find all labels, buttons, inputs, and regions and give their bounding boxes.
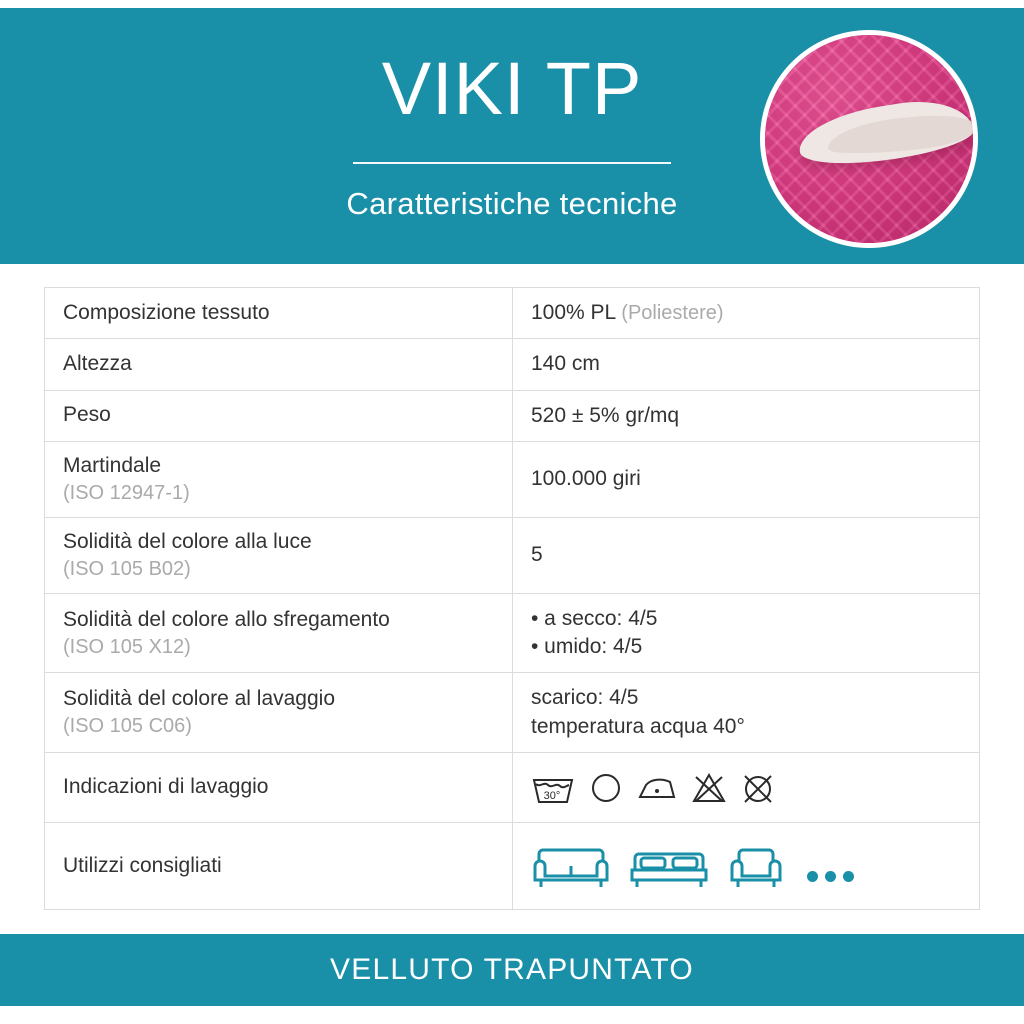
table-row-washing: [45, 753, 979, 823]
header-divider: [353, 162, 671, 164]
row-label: [45, 823, 513, 909]
no-bleach-icon: [692, 772, 726, 804]
row-label: [45, 391, 513, 441]
row-value: [513, 823, 979, 909]
wash-30-icon: [531, 771, 575, 805]
label-text: Solidità del colore allo sfregamento: [63, 607, 390, 631]
value-main: 520 ± 5% gr/mq: [531, 403, 680, 427]
row-value: [513, 673, 979, 752]
value-main: 140 cm: [531, 352, 600, 376]
washing-symbols: [531, 771, 961, 805]
table-row: [45, 391, 979, 442]
header-subtitle: Caratteristiche tecniche: [346, 186, 678, 221]
label-text: Composizione tessuto: [63, 300, 270, 324]
footer-text: VELLUTO TRAPUNTATO: [330, 953, 694, 986]
value-note: (Poliestere): [621, 302, 724, 324]
row-label: [45, 673, 513, 752]
label-text: Indicazioni di lavaggio: [63, 775, 269, 799]
svg-text:30°: 30°: [543, 789, 561, 802]
armchair-icon: [727, 840, 785, 892]
usage-icons: [531, 840, 961, 892]
row-value: [513, 391, 979, 441]
footer-banner: [0, 934, 1024, 1006]
table-row: [45, 518, 979, 594]
dot: [843, 871, 854, 882]
value-line2: • umido: 4/5: [531, 635, 643, 659]
table-row: [45, 442, 979, 518]
row-value: [513, 518, 979, 593]
dot: [825, 871, 836, 882]
label-text: Altezza: [63, 352, 132, 376]
value-text: [531, 299, 961, 327]
dot: [807, 871, 818, 882]
row-label: [45, 753, 513, 822]
label-standard: (ISO 105 B02): [63, 557, 191, 580]
spec-table: [44, 287, 980, 910]
row-label: [45, 442, 513, 517]
label-standard: (ISO 105 C06): [63, 715, 192, 738]
sofa-icon: [531, 840, 611, 892]
label-text: Solidità del colore al lavaggio: [63, 687, 336, 711]
table-row: [45, 339, 979, 390]
iron-low-icon: [637, 773, 677, 803]
value-main: 100% PL: [531, 301, 616, 324]
row-value: [513, 753, 979, 822]
table-row: [45, 288, 979, 339]
table-row: [45, 673, 979, 753]
row-label: [45, 288, 513, 338]
row-label: [45, 339, 513, 389]
value-line2: temperatura acqua 40°: [531, 714, 745, 738]
more-dots-icon: [807, 871, 854, 882]
label-standard: (ISO 105 X12): [63, 635, 191, 658]
value-main: 5: [531, 543, 543, 567]
header-banner: [0, 8, 1024, 264]
row-value: [513, 594, 979, 673]
label-text: Peso: [63, 403, 111, 427]
bed-icon: [629, 840, 709, 892]
label-text: Martindale: [63, 454, 162, 478]
row-value: [513, 339, 979, 389]
page-title: VIKI TP: [381, 47, 643, 130]
label-standard: (ISO 12947-1): [63, 481, 190, 504]
value-main: 100.000 giri: [531, 467, 641, 491]
value-main: scarico: 4/5: [531, 686, 639, 710]
row-label: [45, 518, 513, 593]
tumble-dry-icon: [590, 772, 622, 804]
no-dry-clean-icon: [741, 772, 775, 804]
row-value: [513, 442, 979, 517]
table-row-usage: [45, 823, 979, 909]
fabric-swatch-image: [760, 30, 978, 248]
row-value: [513, 288, 979, 338]
value-main: • a secco: 4/5: [531, 606, 658, 630]
label-text: Solidità del colore alla luce: [63, 529, 312, 553]
table-row: [45, 594, 979, 674]
label-text: Utilizzi consigliati: [63, 853, 222, 877]
row-label: [45, 594, 513, 673]
